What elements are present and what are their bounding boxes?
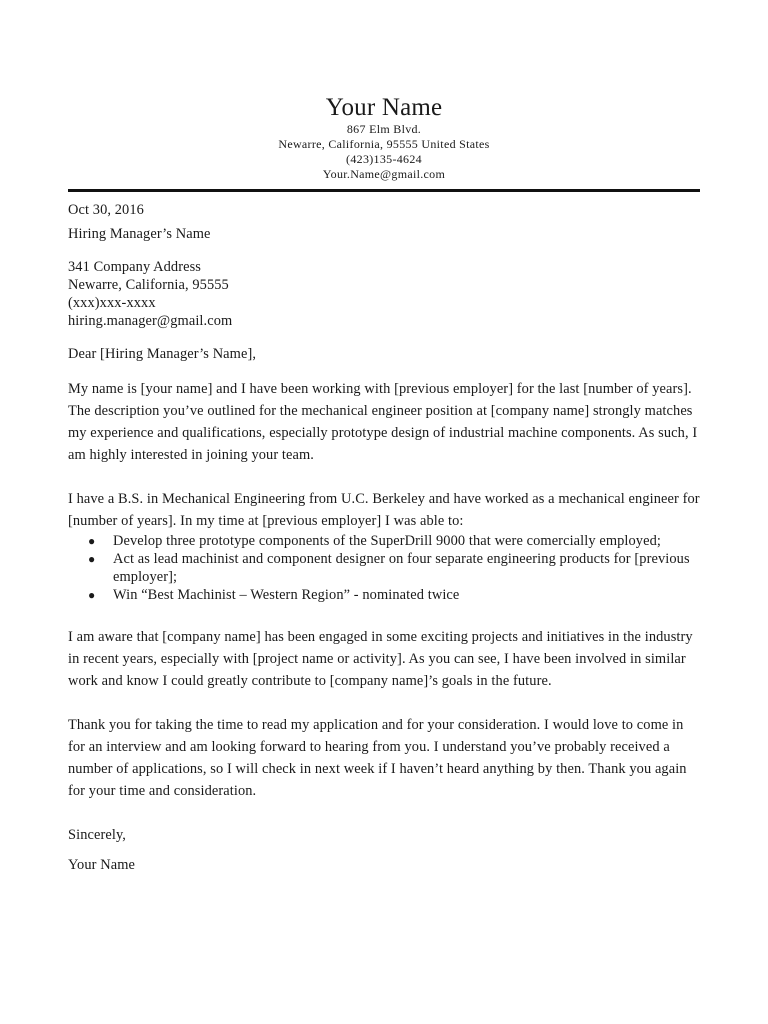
sender-name: Your Name [325, 94, 443, 121]
recipient-address-line: hiring.manager@gmail.com [68, 313, 233, 329]
salutation: Dear [Hiring Manager’s Name], [68, 346, 257, 362]
header-divider [68, 189, 700, 192]
list-item [68, 586, 700, 604]
sender-phone: (423)135-4624 [346, 152, 422, 166]
closing: Sincerely, [68, 827, 127, 843]
recipient-address-line: 341 Company Address [68, 259, 202, 275]
list-item [68, 532, 700, 550]
list-item-text: Develop three prototype components of the SuperDrill 9000 that were comercially employed; [113, 533, 661, 549]
list-item [68, 550, 700, 586]
bullet-icon: ● [88, 552, 96, 566]
paragraph-intro: My name is [your name] and I have been working with [previous employer] for the last [number of years]. The description you’ve outlined for the mechanical engineer position at [company name] strongly matches my experience and qualifications, especially prototype design of industrial machine components. As such, I am highly interested in joining your team. [68, 381, 698, 463]
paragraph-company-interest: I am aware that [company name] has been engaged in some exciting projects and initiatives in the industry in recent years, especially with [project name or activity]. As you can see, I have been involved in similar work and know I could greatly contribute to [company name]’s goals in the future. [68, 629, 693, 689]
letter-date: Oct 30, 2016 [68, 202, 144, 218]
recipient-address-line: Newarre, California, 95555 [68, 277, 229, 293]
recipient-address-line: (xxx)xxx-xxxx [68, 295, 156, 311]
letter-body [68, 199, 700, 876]
sender-street: 867 Elm Blvd. [346, 122, 422, 136]
paragraph-thanks: Thank you for taking the time to read my application and for your consideration. I would love to come in for an interview and am looking forward to hearing from you. I understand you’ve probably received a number of applications, so I will check in next week if I haven’t heard anything by then. Thank you again for your time and consideration. [68, 717, 687, 799]
paragraph-education: I have a B.S. in Mechanical Engineering from U.C. Berkeley and have worked as a mechanical engineer for [number of years]. In my time at [previous employer] I was able to: [68, 491, 700, 529]
signature: Your Name [68, 857, 135, 873]
letterhead [0, 94, 768, 182]
bullet-icon: ● [88, 588, 96, 602]
achievements-list [68, 532, 700, 604]
sender-email: Your.Name@gmail.com [322, 167, 446, 181]
list-item-text: Act as lead machinist and component designer on four separate engineering products for [previous employer]; [113, 551, 690, 585]
recipient-address [68, 258, 700, 330]
list-item-text: Win “Best Machinist – Western Region” - nominated twice [113, 587, 460, 603]
bullet-icon: ● [88, 534, 96, 548]
hiring-manager-name: Hiring Manager’s Name [68, 226, 211, 242]
sender-city-state: Newarre, California, 95555 United States [278, 137, 490, 151]
